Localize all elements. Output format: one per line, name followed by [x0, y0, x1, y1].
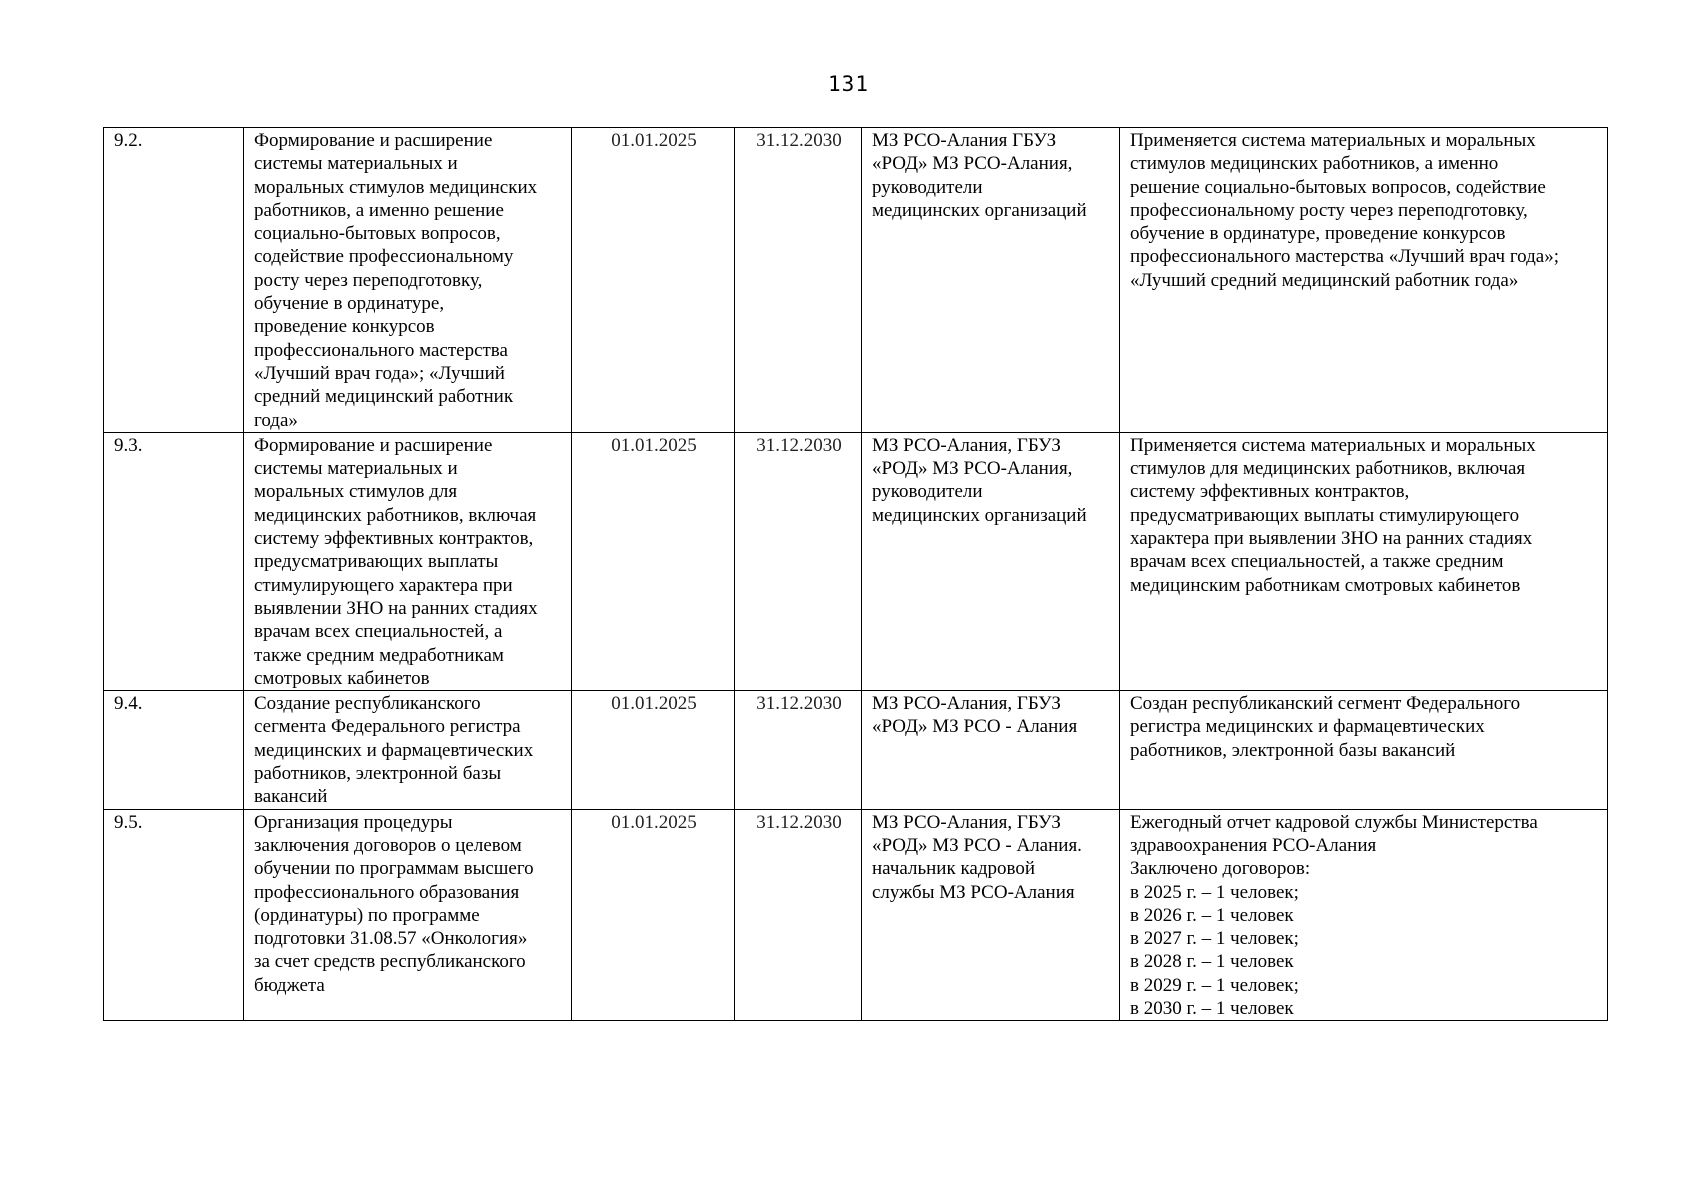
start-date: 01.01.2025	[572, 128, 735, 433]
responsible-line: руководители	[872, 176, 983, 198]
result-line: в 2027 г. – 1 человек;	[1130, 928, 1299, 950]
result-cell	[1120, 809, 1608, 1021]
result-line: Заключено договоров:	[1130, 858, 1311, 880]
row-number: 9.4.	[104, 691, 244, 809]
measure-line: подготовки 31.08.57 «Онкология»	[254, 928, 528, 950]
start-date: 01.01.2025	[572, 809, 735, 1021]
end-date: 31.12.2030	[735, 809, 862, 1021]
result-line: характера при выявлении ЗНО на ранних стадиях	[1130, 528, 1533, 550]
responsible-line: «РОД» МЗ РСО - Алания.	[872, 834, 1082, 856]
responsible-cell	[862, 128, 1120, 433]
measure-line: вакансий	[254, 786, 328, 808]
measure-line: моральных стимулов для	[254, 481, 458, 503]
table-row	[104, 432, 1608, 690]
responsible-line: МЗ РСО-Алания ГБУЗ	[872, 130, 1057, 151]
result-line: в 2026 г. – 1 человек	[1130, 904, 1294, 926]
measure-line: Организация процедуры	[254, 811, 453, 833]
result-line: стимулов медицинских работников, а именно	[1130, 153, 1499, 175]
measure-cell	[244, 809, 572, 1021]
measure-line: выявлении ЗНО на ранних стадиях	[254, 597, 538, 619]
result-line: стимулов для медицинских работников, включая	[1130, 458, 1526, 480]
measure-cell	[244, 432, 572, 690]
result-line: в 2030 г. – 1 человек	[1130, 997, 1294, 1019]
result-line: Применяется система материальных и моральных	[1130, 434, 1536, 456]
result-line: в 2029 г. – 1 человек;	[1130, 974, 1299, 996]
table-body	[104, 128, 1608, 1021]
measure-cell	[244, 128, 572, 433]
measure-line: работников, а именно решение	[254, 199, 504, 221]
measures-table	[103, 127, 1608, 1021]
row-number: 9.2.	[104, 128, 244, 433]
measure-line: предусматривающих выплаты	[254, 551, 499, 573]
measure-line: средний медицинский работник	[254, 386, 514, 408]
responsible-line: МЗ РСО-Алания, ГБУЗ	[872, 434, 1061, 456]
measure-line: обучение в ординатуре,	[254, 293, 445, 315]
result-line: работников, электронной базы вакансий	[1130, 739, 1456, 761]
responsible-line: «РОД» МЗ РСО-Алания,	[872, 458, 1073, 480]
measure-line: года»	[254, 409, 298, 431]
measure-line: смотровых кабинетов	[254, 667, 430, 689]
responsible-line: «РОД» МЗ РСО-Алания,	[872, 153, 1073, 175]
result-line: обучение в ординатуре, проведение конкурсов	[1130, 223, 1506, 245]
responsible-line: начальник кадровой	[872, 858, 1036, 880]
result-line: медицинским работникам смотровых кабинетов	[1130, 574, 1521, 596]
start-date: 01.01.2025	[572, 432, 735, 690]
measure-line: профессионального мастерства	[254, 339, 508, 361]
measure-line: бюджета	[254, 974, 325, 996]
result-line: систему эффективных контрактов,	[1130, 481, 1410, 503]
responsible-line: МЗ РСО-Алания, ГБУЗ	[872, 811, 1061, 833]
responsible-line: МЗ РСО-Алания, ГБУЗ	[872, 693, 1061, 715]
measure-line: медицинских и фармацевтических	[254, 739, 534, 761]
measure-line: Формирование и расширение	[254, 130, 493, 151]
measure-line: профессионального образования	[254, 881, 520, 903]
responsible-line: службы МЗ РСО-Алания	[872, 881, 1075, 903]
result-line: в 2025 г. – 1 человек;	[1130, 881, 1299, 903]
result-line: Создан республиканский сегмент Федерального	[1130, 693, 1521, 715]
measure-line: сегмента Федерального регистра	[254, 716, 521, 738]
table-row	[104, 691, 1608, 809]
result-line: в 2028 г. – 1 человек	[1130, 951, 1294, 973]
measure-cell	[244, 691, 572, 809]
measure-line: Создание республиканского	[254, 693, 481, 715]
result-line: Ежегодный отчет кадровой службы Министерства	[1130, 811, 1538, 833]
responsible-line: «РОД» МЗ РСО - Алания	[872, 716, 1078, 738]
result-line: решение социально-бытовых вопросов, содействие	[1130, 176, 1546, 198]
end-date: 31.12.2030	[735, 691, 862, 809]
responsible-cell	[862, 432, 1120, 690]
result-line: профессионального мастерства «Лучший врач года»;	[1130, 246, 1559, 268]
responsible-cell	[862, 809, 1120, 1021]
result-line: предусматривающих выплаты стимулирующего	[1130, 504, 1520, 526]
responsible-cell	[862, 691, 1120, 809]
responsible-line: медицинских организаций	[872, 199, 1087, 221]
result-line: «Лучший средний медицинский работник года»	[1130, 269, 1519, 291]
measure-line: также средним медработникам	[254, 644, 504, 666]
responsible-line: руководители	[872, 481, 983, 503]
measure-line: врачам всех специальностей, а	[254, 621, 503, 643]
row-number: 9.3.	[104, 432, 244, 690]
measure-line: моральных стимулов медицинских	[254, 176, 538, 198]
page-number: 131	[828, 72, 869, 96]
result-line: регистра медицинских и фармацевтических	[1130, 716, 1485, 738]
measure-line: «Лучший врач года»; «Лучший	[254, 362, 505, 384]
result-line: профессиональному росту через переподготовку,	[1130, 199, 1528, 221]
result-line: врачам всех специальностей, а также средним	[1130, 551, 1504, 573]
measure-line: (ординатуры) по программе	[254, 904, 480, 926]
measure-line: системы материальных и	[254, 153, 458, 175]
measure-line: обучении по программам высшего	[254, 858, 534, 880]
measure-line: социально-бытовых вопросов,	[254, 223, 501, 245]
measure-line: работников, электронной базы	[254, 763, 502, 785]
measure-line: медицинских работников, включая	[254, 504, 537, 526]
start-date: 01.01.2025	[572, 691, 735, 809]
end-date: 31.12.2030	[735, 128, 862, 433]
measure-line: системы материальных и	[254, 458, 458, 480]
result-cell	[1120, 128, 1608, 433]
result-cell	[1120, 432, 1608, 690]
measure-line: росту через переподготовку,	[254, 269, 483, 291]
responsible-line: медицинских организаций	[872, 504, 1087, 526]
row-number: 9.5.	[104, 809, 244, 1021]
measure-line: заключения договоров о целевом	[254, 834, 522, 856]
table-row	[104, 809, 1608, 1021]
end-date: 31.12.2030	[735, 432, 862, 690]
result-cell	[1120, 691, 1608, 809]
result-line: здравоохранения РСО-Алания	[1130, 834, 1377, 856]
measure-line: стимулирующего характера при	[254, 574, 513, 596]
table-row	[104, 128, 1608, 433]
measure-line: Формирование и расширение	[254, 434, 493, 456]
measure-line: за счет средств республиканского	[254, 951, 526, 973]
measure-line: содействие профессиональному	[254, 246, 514, 268]
measure-line: проведение конкурсов	[254, 316, 435, 338]
measure-line: систему эффективных контрактов,	[254, 528, 534, 550]
result-line: Применяется система материальных и моральных	[1130, 130, 1536, 151]
